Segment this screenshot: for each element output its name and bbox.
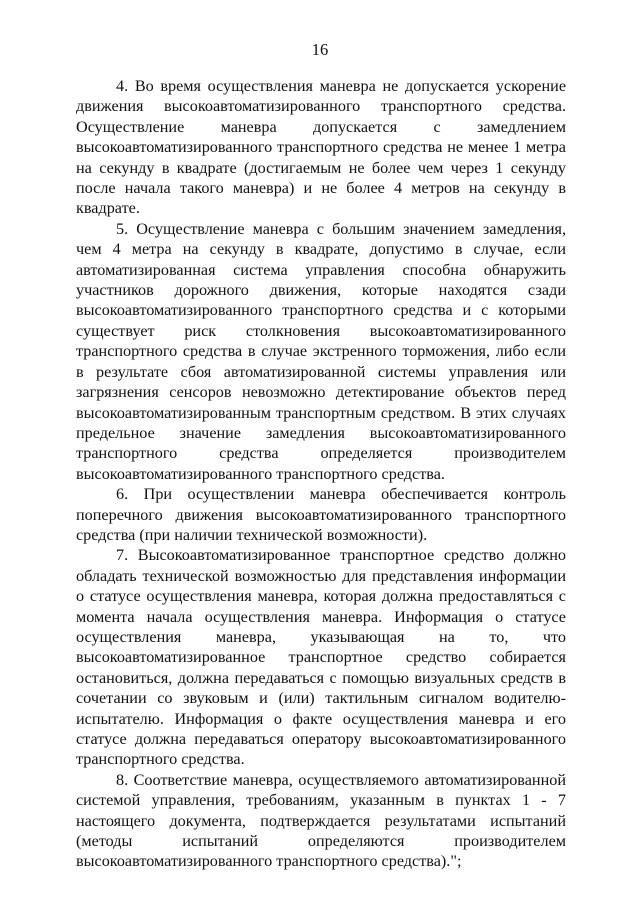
paragraph-7: 7. Высокоавтоматизированное транспортное средство должно обладать технической возможностью для представления информации о статусе осуществления маневра, которая должна предоставляться с момента начала осуществления маневра. Информация о статусе осуществления маневра, указывающая на то, что высокоавтоматизированное транспортное средство собирается остановиться, должна передаваться с помощью визуальных средств в сочетании со звуковым и (или) тактильным сигналом водителю-испытателю. Информация о факте осуществления маневра и его статусе должна передаваться оператору высокоавтоматизированного транспортного средства. [76,546,566,769]
paragraph-8: 8. Соответствие маневра, осуществляемого автоматизированной системой управления, требованиям, указанным в пунктах 1 - 7 настоящего документа, подтверждается результатами испытаний (методы испытаний определяются производителем высокоавтоматизированного транспортного средства)."; [76,770,566,871]
paragraph-5: 5. Осуществление маневра с большим значением замедления, чем 4 метра на секунду в квадрате, допустимо в случае, если автоматизированная система управления способна обнаружить участников дорожного движения, которые находятся сзади высокоавтоматизированного транспортного средства и с которыми существует риск столкновения высокоавтоматизированного транспортного средства в случае экстренного торможения, либо если в результате сбоя автоматизированной системы управления или загрязнения сенсоров невозможно детектирование объектов перед высокоавтоматизированным транспортным средством. В этих случаях предельное значение замедления высокоавтоматизированного транспортного средства определяется производителем высокоавтоматизированного транспортного средства. [76,219,566,483]
paragraph-4: 4. Во время осуществления маневра не допускается ускорение движения высокоавтоматизированного транспортного средства. Осуществление маневра допускается с замедлением высокоавтоматизированного транспортного средства не менее 1 метра на секунду в квадрате (достигаемым не более чем через 1 секунду после начала такого маневра) и не более 4 метров на секунду в квадрате. [76,77,566,218]
document-body [76,76,566,872]
paragraph-6: 6. При осуществлении маневра обеспечивается контроль поперечного движения высокоавтоматизированного транспортного средства (при наличии технической возможности). [76,485,566,544]
page-number: 16 [311,40,329,59]
